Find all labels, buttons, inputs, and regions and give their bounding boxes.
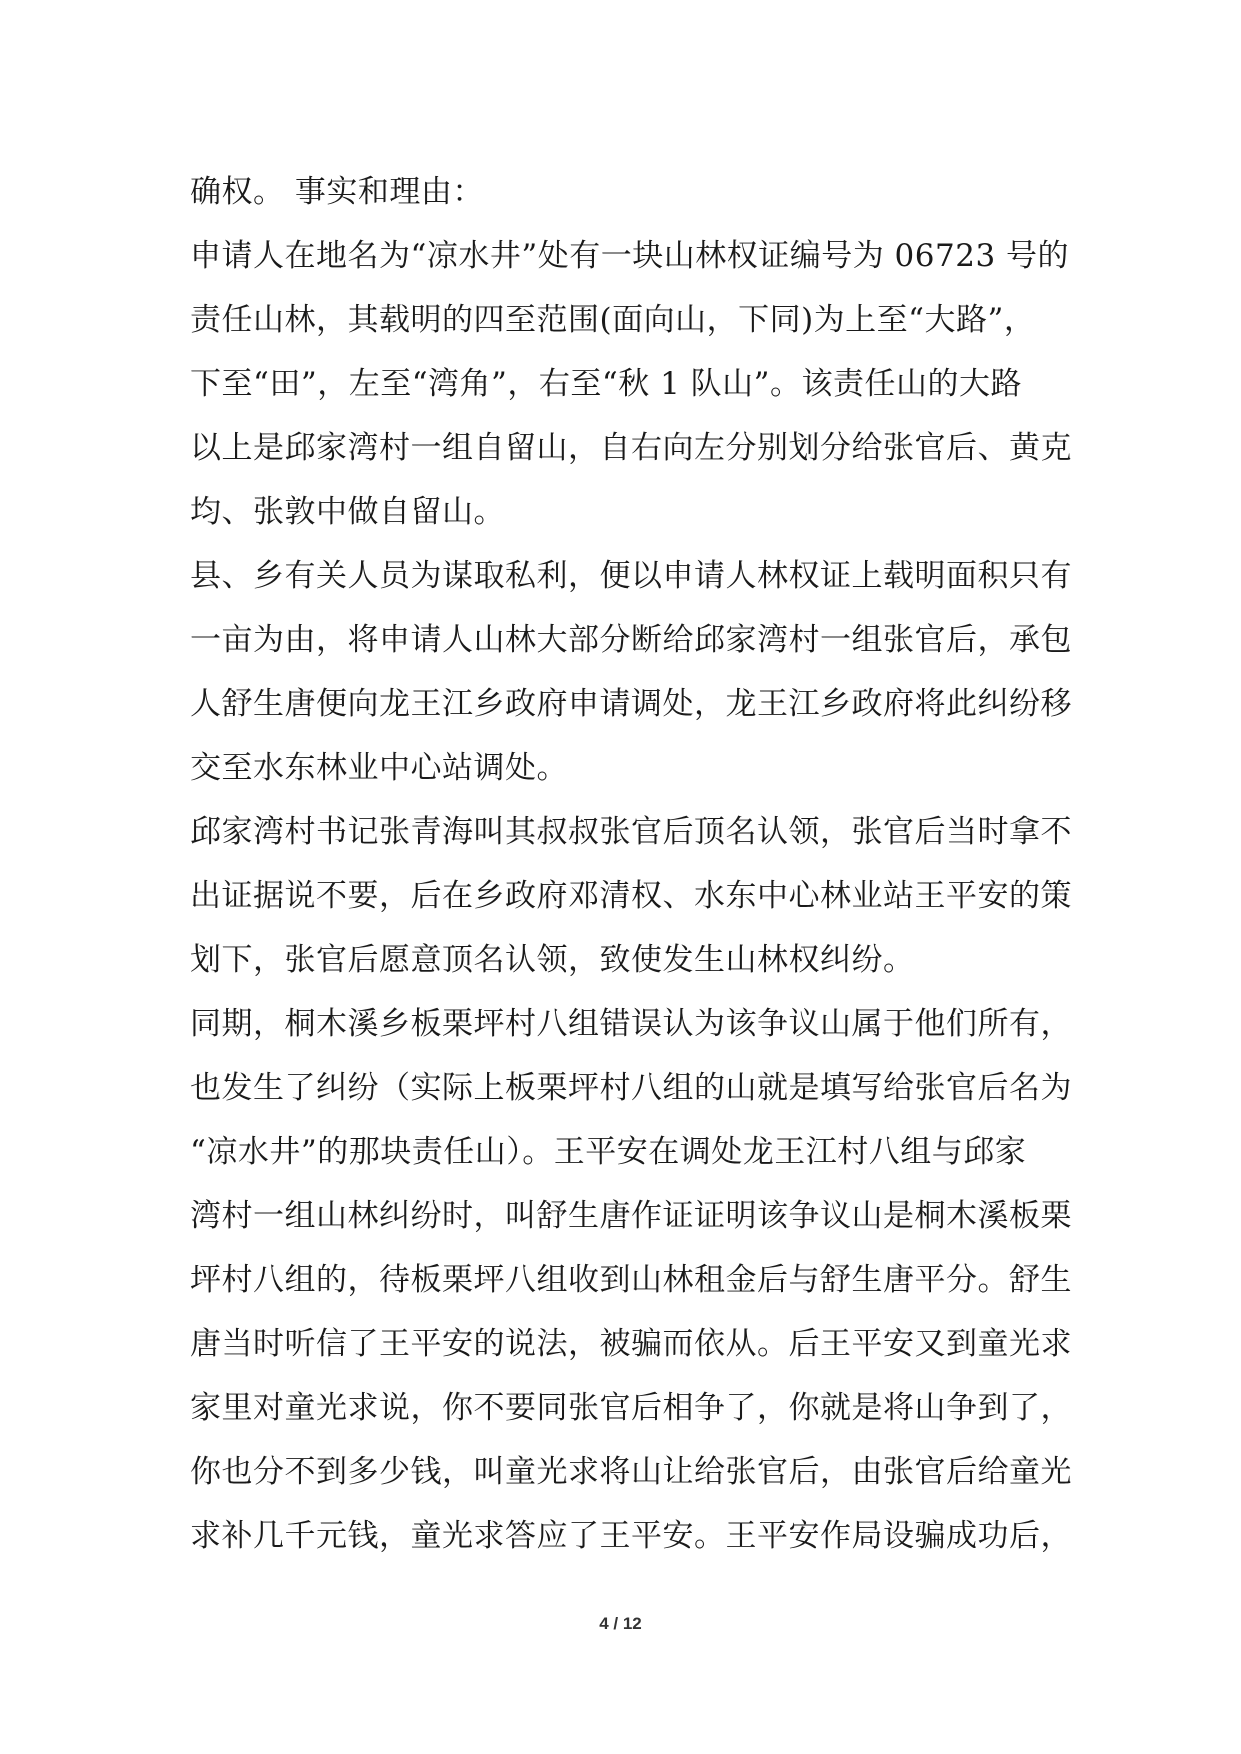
text-line: 均、张敦中做自留山。	[190, 494, 505, 530]
text-line: 你也分不到多少钱，叫童光求将山让给张官后，由张官后给童光	[190, 1454, 1072, 1490]
text-line: 确权。 事实和理由：	[190, 174, 484, 210]
text-line: 坪村八组的，待板栗坪八组收到山林租金后与舒生唐平分。舒生	[190, 1262, 1072, 1298]
text-line: 出证据说不要，后在乡政府邓清权、水东中心林业站王平安的策	[190, 878, 1072, 914]
text-line: 湾村一组山林纠纷时，叫舒生唐作证证明该争议山是桐木溪板栗	[190, 1198, 1072, 1234]
text-line: 同期，桐木溪乡板栗坪村八组错误认为该争议山属于他们所有，	[190, 1006, 1072, 1042]
text-line: 求补几千元钱，童光求答应了王平安。王平安作局设骗成功后，	[190, 1518, 1072, 1554]
text-line: 邱家湾村书记张青海叫其叔叔张官后顶名认领，张官后当时拿不	[190, 814, 1072, 850]
text-line: 申请人在地名为“凉水井”处有一块山林权证编号为 06723 号的	[190, 238, 1070, 274]
text-line: 唐当时听信了王平安的说法，被骗而依从。后王平安又到童光求	[190, 1326, 1072, 1362]
page-number: 4 / 12	[599, 1614, 642, 1633]
text-line: 县、乡有关人员为谋取私利，便以申请人林权证上载明面积只有	[190, 558, 1072, 594]
text-line: 划下，张官后愿意顶名认领，致使发生山林权纠纷。	[190, 942, 915, 978]
text-line: 人舒生唐便向龙王江乡政府申请调处，龙王江乡政府将此纠纷移	[190, 686, 1072, 722]
text-line: 交至水东林业中心站调处。	[190, 750, 568, 786]
text-line: 也发生了纠纷（实际上板栗坪村八组的山就是填写给张官后名为	[190, 1070, 1072, 1106]
text-line: 家里对童光求说，你不要同张官后相争了，你就是将山争到了，	[190, 1390, 1072, 1426]
text-line: 下至“田”，左至“湾角”，右至“秋 1 队山”。该责任山的大路	[190, 366, 1023, 402]
text-line: 以上是邱家湾村一组自留山，自右向左分别划分给张官后、黄克	[190, 430, 1072, 466]
text-line: 一亩为由，将申请人山林大部分断给邱家湾村一组张官后，承包	[190, 622, 1072, 658]
body-text	[190, 160, 1072, 1568]
text-line: 责任山林，其载明的四至范围(面向山，下同)为上至“大路”，	[190, 302, 1036, 338]
text-line: “凉水井”的那块责任山）。王平安在调处龙王江村八组与邱家	[190, 1134, 1027, 1170]
